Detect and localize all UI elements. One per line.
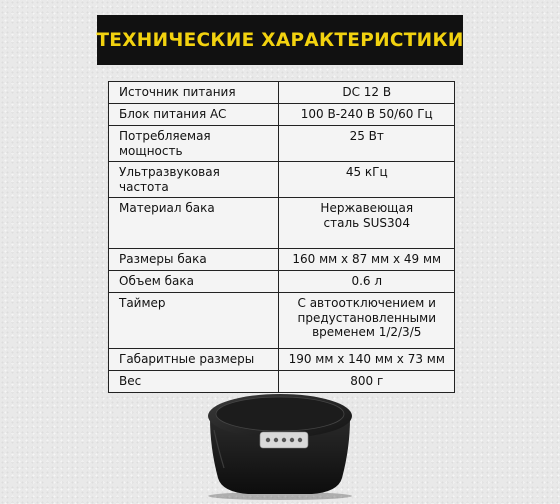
page-title: ТЕХНИЧЕСКИЕ ХАРАКТЕРИСТИКИ [96,29,464,51]
table-row [109,293,455,349]
table-row [109,82,455,104]
table-row [109,249,455,271]
spec-key: Материал бака [109,198,279,249]
spec-key: Блок питания AC [109,104,279,126]
spec-value: DC 12 В [279,82,455,104]
specs-table [108,81,455,393]
spec-value: 45 кГц [279,162,455,198]
spec-key: Вес [109,371,279,393]
table-row [109,349,455,371]
ultrasonic-cleaner-icon [200,388,360,500]
ultrasonic-cleaner-image [200,388,360,500]
spec-key: Размеры бака [109,249,279,271]
table-row [109,104,455,126]
spec-key: Источник питания [109,82,279,104]
spec-value: 0.6 л [279,271,455,293]
table-row [109,126,455,162]
table-row [109,271,455,293]
spec-value: Нержавеющая сталь SUS304 [279,198,455,249]
spec-key: Объем бака [109,271,279,293]
spec-value: 100 В-240 В 50/60 Гц [279,104,455,126]
title-banner [97,15,463,65]
table-row [109,198,455,249]
spec-key: Таймер [109,293,279,349]
spec-key: Габаритные размеры [109,349,279,371]
spec-value: 190 мм х 140 мм х 73 мм [279,349,455,371]
spec-value: 160 мм х 87 мм х 49 мм [279,249,455,271]
table-row [109,162,455,198]
spec-value: 800 г [279,371,455,393]
spec-value: С автоотключением и предустановленными временем 1/2/3/5 [279,293,455,349]
spec-key: Потребляемая мощность [109,126,279,162]
spec-value: 25 Вт [279,126,455,162]
spec-key: Ультразвуковая частота [109,162,279,198]
